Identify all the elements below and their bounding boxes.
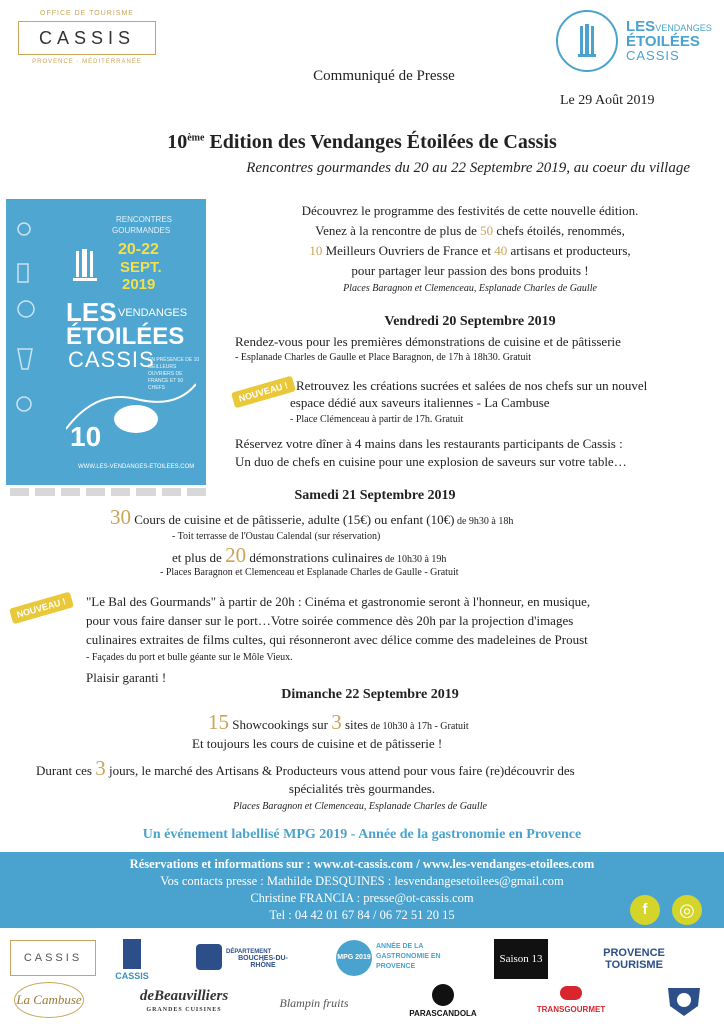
vendanges-etoilees-logo <box>556 10 716 74</box>
saturday-line-1-detail: - Toit terrasse de l'Oustau Calendal (sur réservation) <box>172 531 381 542</box>
contact-line-1: Réservations et informations sur : www.ot-cassis.com / www.les-vendanges-etoilees.com <box>129 857 595 871</box>
intro-line-2: Venez à la rencontre de plus de 50 chefs étoilés, renommés, <box>315 223 625 238</box>
mpg-label-line: Un événement labellisé MPG 2019 - Année de la gastronomie en Provence <box>142 827 582 842</box>
edition-number: 10 <box>167 131 188 153</box>
friday-para-3-line-1: Réservez votre dîner à 4 mains dans les restaurants participants de Cassis : <box>235 436 623 451</box>
friday-para-1-detail: - Esplanade Charles de Gaulle et Place Baragnon, de 17h à 18h30. Gratuit <box>235 352 532 363</box>
sunday-line-3: Durant ces 3 jours, le marché des Artisans & Producteurs vous attend pour vous faire (re)découvrir des <box>36 756 575 780</box>
contact-line-4: Tel : 04 42 01 67 84 / 06 72 51 20 15 <box>269 908 455 922</box>
sunday-count-days: 3 <box>95 756 106 780</box>
poster-les: LES <box>66 297 117 327</box>
sunday-count-showcookings: 15 <box>208 710 229 734</box>
ot-logo-bottom: PROVENCE · MÉDITERRANÉE <box>32 59 142 65</box>
bal-detail: - Façades du port et bulle géante sur le Môle Vieux. <box>86 652 293 663</box>
partner-vins-cassis-logo <box>108 936 156 982</box>
friday-para-2-detail: - Place Clémenceau à partir de 17h. Gratuit <box>290 414 464 425</box>
partner-la-cambuse-logo: La Cambuse <box>14 982 84 1018</box>
poster-side-icons <box>12 209 52 454</box>
intro-line-1: Découvrez le programme des festivités de cette nouvelle édition. <box>301 203 639 218</box>
bal-end: Plaisir garanti ! <box>86 670 167 685</box>
partner-bdr-logo: DÉPARTEMENT BOUCHES-DU-RHÔNE <box>226 949 288 969</box>
saturday-line-2: et plus de 20 démonstrations culinaires de 10h30 à 19h <box>172 543 447 567</box>
partner-transgourmet-logo: TRANSGOURMET <box>536 1004 606 1014</box>
partner-shield-logo <box>664 984 704 1018</box>
intro-count-chefs: 50 <box>480 223 494 238</box>
poster-chef-hat-icon <box>68 247 102 292</box>
ot-logo-name: CASSIS <box>18 21 156 55</box>
sunday-line-1: 15 Showcookings sur 3 sites de 10h30 à 17h - Gratuit <box>208 710 469 734</box>
saturday-line-2-detail: - Places Baragnon et Clemenceau et Esplanade Charles de Gaulle - Gratuit <box>160 567 459 578</box>
partner-blampin-logo: Blampin fruits <box>279 995 349 1010</box>
sunday-place: Places Baragnon et Clemenceau, Esplanade Charles de Gaulle <box>233 801 487 812</box>
bdr-emblem-icon <box>196 944 222 970</box>
sunday-count-sites: 3 <box>331 710 342 734</box>
intro-count-mof: 10 <box>309 243 323 258</box>
nouveau-badge-saturday: NOUVEAU ! <box>9 592 74 625</box>
bal-line-3: culinaires extraites de films cultes, qui résonneront avec délice comme des madeleines de Proust <box>86 632 588 647</box>
sunday-line-2: Et toujours les cours de cuisine et de pâtisserie ! <box>192 736 443 751</box>
poster-url: WWW.LES-VENDANGES-ETOILEES.COM <box>78 464 195 470</box>
edition-sup: ème <box>187 132 205 144</box>
press-date: Le 29 Août 2019 <box>560 93 655 108</box>
page-subtitle: Rencontres gourmandes du 20 au 22 Septembre 2019, au coeur du village <box>246 160 690 176</box>
facebook-icon[interactable]: f <box>630 895 660 925</box>
friday-para-2-line-2: espace dédié aux saveurs italiennes - La Cambuse <box>290 395 550 410</box>
ve-logo-les: LES <box>626 18 656 35</box>
bal-line-2: pour vous faire danser sur le port…Votre soirée commence dès 20h par la projection d'images <box>86 613 574 628</box>
poster-dates: 20-22 <box>118 241 159 258</box>
parascandola-emblem-icon <box>432 984 454 1006</box>
intro-count-artisans: 40 <box>494 243 508 258</box>
poster-rencontres: RENCONTRES <box>116 215 173 224</box>
bal-line-1: "Le Bal des Gourmands" à partir de 20h : Cinéma et gastronomie seront à l'honneur, en musique, <box>86 594 591 609</box>
poster-year: 2019 <box>122 276 156 293</box>
poster-etoilees: ÉTOILÉES <box>66 323 185 350</box>
partner-mpg-text: ANNÉE DE LA GASTRONOMIE EN PROVENCE <box>376 943 441 970</box>
friday-para-3-line-2: Un duo de chefs en cuisine pour une explosion de saveurs sur votre table… <box>235 454 627 469</box>
poster-ten: 10 <box>70 421 102 452</box>
poster-month: SEPT. <box>120 259 162 276</box>
poster-cassis: CASSIS <box>68 347 155 372</box>
title-text: Edition des Vendanges Étoilées de Cassis <box>209 131 557 153</box>
partner-cassis-logo: CASSIS <box>10 940 96 976</box>
intro-block <box>220 201 720 297</box>
partner-beauvilliers-logo: deBeauvilliers GRANDES CUISINES <box>139 988 229 1013</box>
saturday-count-courses: 30 <box>110 505 131 529</box>
instagram-icon[interactable]: ◎ <box>672 895 702 925</box>
page-title <box>0 131 724 154</box>
friday-heading: Vendredi 20 Septembre 2019 <box>384 314 556 329</box>
poster-gourmandes: GOURMANDES <box>112 226 171 235</box>
friday-para-1: Rendez-vous pour les premières démonstrations de cuisine et de pâtisserie <box>235 334 621 349</box>
ve-logo-etoilees: ÉTOILÉES <box>626 33 700 50</box>
saturday-count-demos: 20 <box>225 543 247 567</box>
ve-logo-vendanges: VENDANGES <box>655 23 712 33</box>
poster-presence: EN PRÉSENCE DE 10 MEILLEURS OUVRIERS DE FRANCE ET 50 CHEFS <box>148 357 200 391</box>
saturday-heading: Samedi 21 Septembre 2019 <box>294 488 456 503</box>
saturday-line-1: 30 Cours de cuisine et de pâtisserie, adulte (15€) ou enfant (10€) de 9h30 à 18h <box>110 505 514 529</box>
office-tourisme-logo <box>14 10 160 72</box>
intro-line-4: pour partager leur passion des bons produits ! <box>351 263 589 278</box>
intro-place: Places Baragnon et Clemenceau, Esplanade Charles de Gaulle <box>343 283 597 294</box>
poster-sponsor-strip <box>10 486 206 498</box>
contact-band <box>0 852 724 928</box>
partner-parascandola-logo: PARASCANDOLA <box>409 1008 477 1018</box>
ve-logo-cassis: CASSIS <box>626 48 680 63</box>
press-label: Communiqué de Presse <box>313 68 455 84</box>
sunday-line-4: spécialités très gourmandes. <box>288 781 436 796</box>
friday-para-2-line-1: Retrouvez les créations sucrées et salées de nos chefs sur un nouvel <box>296 378 648 393</box>
sunday-heading: Dimanche 22 Septembre 2019 <box>281 687 459 702</box>
contact-line-3: Christine FRANCIA : presse@ot-cassis.com <box>250 891 474 905</box>
poster-vendanges: VENDANGES <box>118 307 188 319</box>
chef-hat-logo-icon <box>556 10 618 72</box>
nouveau-badge-friday: NOUVEAU ! <box>231 376 296 409</box>
contact-line-2: Vos contacts presse : Mathilde DESQUINES : lesvendangesetoilees@gmail.com <box>160 874 564 888</box>
transgourmet-emblem-icon <box>560 986 582 1000</box>
intro-line-3: 10 Meilleurs Ouvriers de France et 40 artisans et producteurs, <box>309 243 631 258</box>
svg-text:CASSIS: CASSIS <box>115 971 149 981</box>
partner-saison13-logo: Saison 13 <box>494 939 548 979</box>
event-poster <box>6 199 206 485</box>
ot-logo-top: OFFICE DE TOURISME <box>40 10 134 17</box>
partner-provence-tourisme-logo: PROVENCE TOURISME <box>603 947 665 971</box>
partner-mpg-badge: MPG 2019 <box>336 940 372 976</box>
